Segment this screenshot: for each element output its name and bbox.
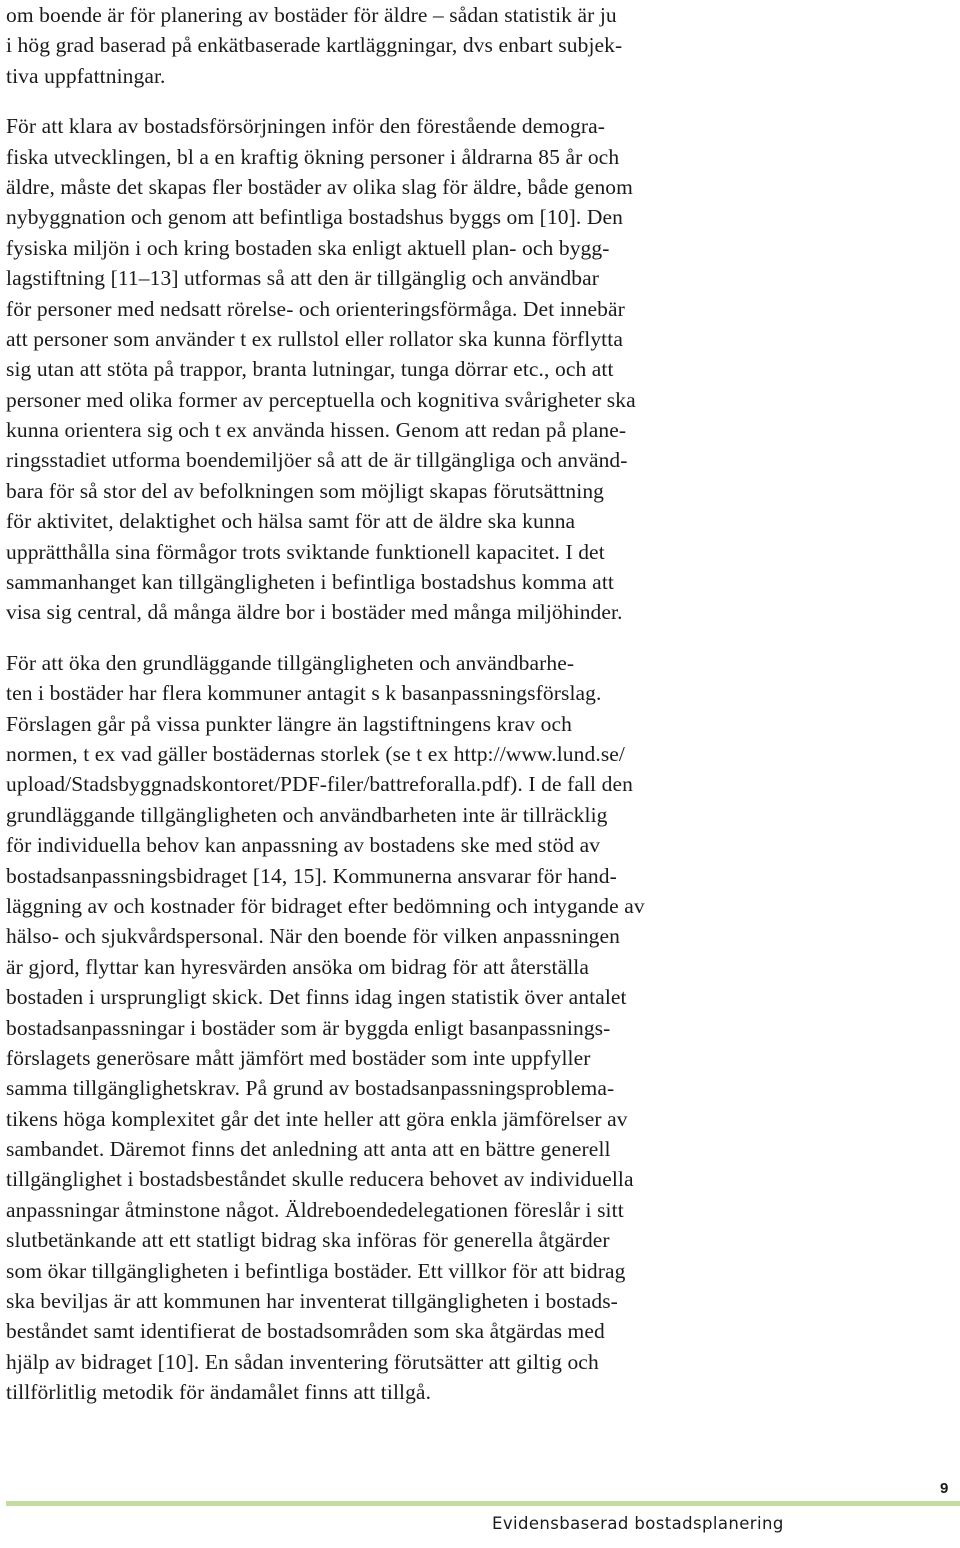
text-line: anpassningar åtminstone något. Äldreboendedelegationen föreslår i sitt xyxy=(6,1197,624,1222)
text-line: nybyggnation och genom att befintliga bostadshus byggs om [10]. Den xyxy=(6,205,623,230)
text-line: bara för så stor del av befolkningen som möjligt skapas förutsättning xyxy=(6,478,605,503)
text-line: ten i bostäder har flera kommuner antagit s k basanpassningsförslag. xyxy=(6,681,602,706)
text-line: samma tillgänglighetskrav. På grund av bostadsanpassningsproblema- xyxy=(6,1076,615,1101)
text-line: kunna orientera sig och t ex använda hissen. Genom att redan på plane- xyxy=(6,418,627,443)
paragraph-2 xyxy=(6,111,796,628)
text-line: upprätthålla sina förmågor trots sviktande funktionell kapacitet. I det xyxy=(6,539,605,564)
text-line: tikens höga komplexitet går det inte heller att göra enkla jämförelser av xyxy=(6,1106,628,1131)
text-line: för personer med nedsatt rörelse- och orienteringsförmåga. Det innebär xyxy=(6,296,625,321)
text-line: ringsstadiet utforma boendemiljöer så att de är tillgängliga och använd- xyxy=(6,448,628,473)
text-line: sig utan att stöta på trappor, branta lutningar, tunga dörrar etc., och att xyxy=(6,357,614,382)
text-line: hälso- och sjukvårdspersonal. När den boende för vilken anpassningen xyxy=(6,924,621,949)
text-line: som ökar tillgängligheten i befintliga bostäder. Ett villkor för att bidrag xyxy=(6,1258,626,1283)
text-line: normen, t ex vad gäller bostädernas storlek (se t ex http://www.lund.se/ xyxy=(6,741,626,766)
text-line: sammanhanget kan tillgängligheten i befintliga bostadshus komma att xyxy=(6,570,614,595)
text-line: tiva uppfattningar. xyxy=(6,63,166,88)
text-line: bostadsanpassningar i bostäder som är byggda enligt basanpassnings- xyxy=(6,1015,611,1040)
text-line: tillförlitlig metodik för ändamålet finns att tillgå. xyxy=(6,1380,432,1405)
text-line: visa sig central, då många äldre bor i bostäder med många miljöhinder. xyxy=(6,600,623,625)
text-line: att personer som använder t ex rullstol eller rollator ska kunna förflytta xyxy=(6,326,623,351)
body-text xyxy=(6,0,796,1408)
page-number: 9 xyxy=(940,1480,949,1497)
text-line: personer med olika former av perceptuella och kognitiva svårigheter ska xyxy=(6,387,636,412)
text-line: i hög grad baserad på enkätbaserade kartläggningar, dvs enbart subjek- xyxy=(6,33,623,58)
text-line: beståndet samt identifierat de bostadsområden som ska åtgärdas med xyxy=(6,1319,605,1344)
text-line: Förslagen går på vissa punkter längre än lagstiftningens krav och xyxy=(6,711,572,736)
running-footer-title: Evidensbaserad bostadsplanering xyxy=(492,1514,784,1533)
text-line: bostadsanpassningsbidraget [14, 15]. Kommunerna ansvarar för hand- xyxy=(6,863,617,888)
text-line: fysiska miljön i och kring bostaden ska enligt aktuell plan- och bygg- xyxy=(6,235,610,260)
text-line: om boende är för planering av bostäder för äldre – sådan statistik är ju xyxy=(6,3,617,27)
text-line: förslagets generösare mått jämfört med bostäder som inte uppfyller xyxy=(6,1045,591,1070)
text-line: För att öka den grundläggande tillgängligheten och användbarhe- xyxy=(6,650,575,675)
text-line: för individuella behov kan anpassning av bostadens ske med stöd av xyxy=(6,833,601,858)
text-line: lagstiftning [11–13] utformas så att den är tillgänglig och användbar xyxy=(6,266,600,291)
text-line: hjälp av bidraget [10]. En sådan inventering förutsätter att giltig och xyxy=(6,1349,599,1374)
text-line: för aktivitet, delaktighet och hälsa samt för att de äldre ska kunna xyxy=(6,509,576,534)
paragraph-1 xyxy=(6,0,796,91)
footer-divider xyxy=(6,1501,960,1506)
text-line: tillgänglighet i bostadsbeståndet skulle reducera behovet av individuella xyxy=(6,1167,634,1192)
text-line: slutbetänkande att ett statligt bidrag ska införas för generella åtgärder xyxy=(6,1228,610,1253)
text-line: ska beviljas är att kommunen har inventerat tillgängligheten i bostads- xyxy=(6,1289,618,1314)
text-line: grundläggande tillgängligheten och användbarheten inte är tillräcklig xyxy=(6,802,608,827)
text-line: sambandet. Däremot finns det anledning att anta att en bättre generell xyxy=(6,1137,611,1162)
text-line: fiska utvecklingen, bl a en kraftig ökning personer i åldrarna 85 år och xyxy=(6,144,620,169)
text-line: För att klara av bostadsförsörjningen inför den förestående demogra- xyxy=(6,114,606,139)
text-line: läggning av och kostnader för bidraget efter bedömning och intygande av xyxy=(6,893,645,918)
text-line: är gjord, flyttar kan hyresvärden ansöka om bidrag för att återställa xyxy=(6,954,590,979)
text-line: upload/Stadsbyggnadskontoret/PDF-filer/battreforalla.pdf). I de fall den xyxy=(6,772,633,797)
paragraph-3 xyxy=(6,648,796,1408)
text-line: äldre, måste det skapas fler bostäder av olika slag för äldre, både genom xyxy=(6,174,633,199)
text-line: bostaden i ursprungligt skick. Det finns idag ingen statistik över antalet xyxy=(6,985,627,1010)
